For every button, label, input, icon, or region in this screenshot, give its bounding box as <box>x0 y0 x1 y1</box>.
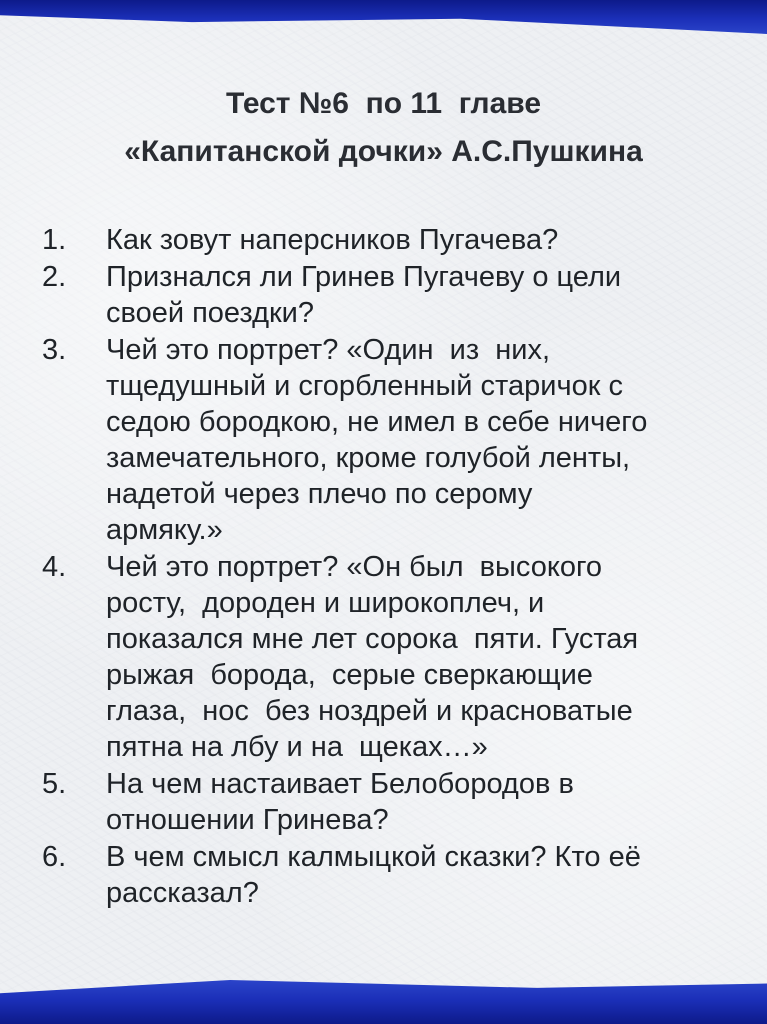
question-line: показался мне лет сорока пяти. Густая <box>106 623 639 655</box>
question-number: 1. <box>42 224 67 256</box>
question-line: Чей это портрет? «Один из них, <box>106 334 551 366</box>
question-line: рыжая борода, серые сверкающие <box>106 659 593 691</box>
question-text <box>106 222 742 258</box>
question-item <box>42 222 742 258</box>
question-item <box>42 332 742 548</box>
question-number: 2. <box>42 261 67 293</box>
question-line: В чем смысл калмыцкой сказки? Кто её <box>106 841 641 873</box>
question-text <box>106 549 742 765</box>
question-line: своей поездки? <box>106 297 315 329</box>
question-line: глаза, нос без ноздрей и красноватые <box>106 695 633 727</box>
question-line: тщедушный и сгорбленный старичок с <box>106 370 623 402</box>
question-text <box>106 766 742 838</box>
question-line: надетой через плечо по серому <box>106 478 533 510</box>
question-line: седою бородкою, не имел в себе ничего <box>106 406 648 438</box>
page-title <box>0 80 767 176</box>
question-text <box>106 839 742 911</box>
question-text <box>106 332 742 548</box>
question-item <box>42 549 742 765</box>
question-line: пятна на лбу и на щеках…» <box>106 731 488 763</box>
question-line: замечательного, кроме голубой ленты, <box>106 442 631 474</box>
question-list <box>42 222 742 912</box>
question-line: отношении Гринева? <box>106 804 389 836</box>
question-number: 5. <box>42 768 67 800</box>
question-number: 3. <box>42 334 67 366</box>
question-number: 4. <box>42 551 67 583</box>
title-line-1: Тест №6 по 11 главе <box>225 87 541 120</box>
question-line: На чем настаивает Белобородов в <box>106 768 574 800</box>
question-number: 6. <box>42 841 67 873</box>
question-item <box>42 839 742 911</box>
title-line-2: «Капитанской дочки» А.С.Пушкина <box>124 135 643 168</box>
question-line: росту, дороден и широкоплеч, и <box>106 587 545 619</box>
question-line: Как зовут наперсников Пугачева? <box>106 224 559 256</box>
question-item <box>42 259 742 331</box>
question-line: Чей это портрет? «Он был высокого <box>106 551 603 583</box>
question-line: рассказал? <box>106 877 259 909</box>
question-text <box>106 259 742 331</box>
question-line: Признался ли Гринев Пугачеву о цели <box>106 261 622 293</box>
question-item <box>42 766 742 838</box>
question-line: армяку.» <box>106 514 223 546</box>
